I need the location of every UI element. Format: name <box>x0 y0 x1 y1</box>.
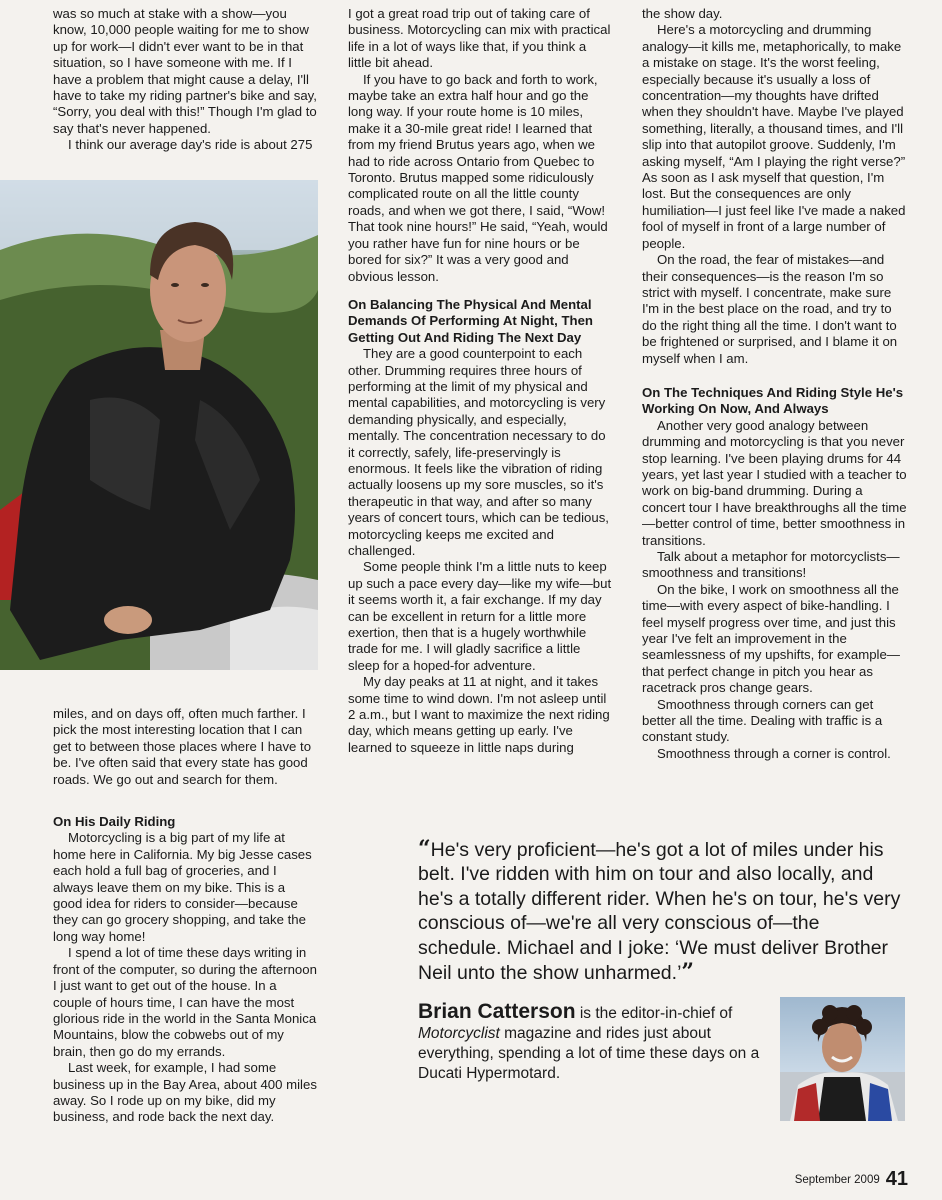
paragraph: My day peaks at 11 at night, and it takes some time to wind down. I'm not asleep until 2 a.m., but I want to maximize the next riding day, which means getting up early. I've learned to squeeze in little naps during <box>348 674 610 755</box>
paragraph: the show day. <box>642 6 723 21</box>
bio-text: is the editor-in-chief of <box>575 1005 733 1022</box>
rider-photo <box>0 180 318 670</box>
paragraph: They are a good counterpoint to each other. Drumming requires three hours of performing at the limit of my physical and mental capabilities, and motorcycling is very demanding physically, and especially, mentally. The concentration necessary to do it correctly, safely, life-preservingly is enormous. It feels like the vibration of riding actually loosens up my sore muscles, so it's therapeutic in that way, and after so many years of concert tours, which can be tedious, motorcycling keeps me excited and challenged. <box>348 346 609 558</box>
section-heading: On Balancing The Physical And Mental Demands Of Performing At Night, Then Getting Out And Riding The Next Day <box>348 296 593 345</box>
column-1-top <box>53 6 318 154</box>
paragraph: Another very good analogy between drumming and motorcycling is that you never stop learning. I've been playing drums for 44 years, yet last year I studied with a teacher to work on big-band drumming. During a concert tour I have breakthroughs all the time—better control of time, better smoothness in transitions. <box>642 417 907 548</box>
magazine-name: Motorcyclist <box>418 1025 500 1042</box>
author-portrait-illustration <box>780 997 905 1121</box>
paragraph: If you have to go back and forth to work, maybe take an extra half hour and go the long way. If your route home is 10 miles, make it a 30-mile great ride! I learned that from my friend Brutus years ago, when we had to ride across Ontario from Quebec to Toronto. Brutus mapped some ridiculously complicated route on all the little county roads, and when we got there, I said, “Wow! That took nine hours!” He said, “Yeah, would you rather have fun for nine hours or be bored for six?” It was a very good and obvious lesson. <box>348 71 608 284</box>
paragraph: On the road, the fear of mistakes—and their consequences—is the reason I'm so strict with myself. I concentrate, make sure I'm in the best place on the road, and try to do the right thing all the time. I don't want to be frightened or surprised, and I blame it on myself when I am. <box>642 252 898 366</box>
column-3 <box>642 6 907 762</box>
close-quote-mark: ” <box>681 959 695 986</box>
bio-text: magazine and rides just about everything, spending a lot of time these days on a Ducati Hypermotard. <box>418 1025 760 1082</box>
paragraph: Smoothness through a corner is control. <box>657 745 891 761</box>
page-number: 41 <box>885 1168 908 1190</box>
paragraph: On the bike, I work on smoothness all the time—with every aspect of bike-handling. I feel myself progress over time, and just this year I've felt an improvement in the seamlessness of my upshifts, for example—that perfect change in pitch you hear as racetrack pros change gears. <box>642 581 900 696</box>
paragraph: was so much at stake with a show—you know, 10,000 people waiting for me to show up for work—I didn't ever want to be in that situation, so I have someone with me. If I have a problem that might cause a delay, I'll have to take my riding partner's bike and say, “Sorry, you deal with this!” Though I'm glad to say that's never happened. <box>53 6 317 136</box>
section-heading: On His Daily Riding <box>53 814 176 830</box>
pull-quote <box>418 837 908 985</box>
issue-date: September 2009 <box>794 1173 880 1186</box>
paragraph: Talk about a metaphor for motorcyclists—smoothness and transitions! <box>642 549 900 581</box>
paragraph: miles, and on days off, often much farther. I pick the most interesting location that I can get to between those places where I have to be. I've often said that every state has good roads. We go out and search for them. <box>53 706 312 787</box>
paragraph: I got a great road trip out of taking care of business. Motorcycling can mix with practical life in a lot of ways like that, if you think a little bit ahead. <box>348 6 611 71</box>
paragraph: I think our average day's ride is about 275 <box>68 137 313 153</box>
paragraph: Smoothness through corners can get better all the time. Dealing with traffic is a constant study. <box>642 696 883 745</box>
paragraph: Here's a motorcycling and drumming analogy—it kills me, metaphorically, to make a mistake on stage. It's the worst feeling, especially because it's usually a loss of concentration—my thoughts have drifted when they shouldn't have. Maybe I've played something, literally, a thousand times, and I'll slip into that autopilot groove. Suddenly, I'm asking myself, “Am I playing the right verse?” As soon as I ask myself that question, I'm lost. But the consequences are only humiliation—I just feel like I've made a naked fool of myself in front of a large number of people. <box>642 22 906 251</box>
rider-illustration <box>0 180 318 670</box>
section-heading: On The Techniques And Riding Style He's Working On Now, And Always <box>642 384 904 417</box>
paragraph: Last week, for example, I had some business up in the Bay Area, about 400 miles away. So I rode up on my bike, did my business, and rode back the next day. <box>53 1060 317 1125</box>
page-footer <box>795 1168 908 1191</box>
paragraph: I spend a lot of time these days writing in front of the computer, so during the afternoon I just want to get out of the house. In a couple of hours time, I can have the most glorious ride in the world in the Santa Monica Mountains, blow the cobwebs out of my brain, then go do my errands. <box>53 945 317 1059</box>
paragraph: Motorcycling is a big part of my life at home here in California. My big Jesse cases each hold a full bag of groceries, and I always leave them on my bike. This is a good idea for riders to consider—because they can go grocery shopping, and take the long way home! <box>53 830 312 944</box>
column-1-bottom <box>53 706 318 1126</box>
pull-quote-text: He's very proficient—he's got a lot of miles under his belt. I've ridden with him on tour and also locally, and he's a totally different rider. When he's on tour, he's very conscious of—we're all very conscious of—the schedule. Michael and I joke: ‘We must deliver Brother Neil unto the show unharmed.’ <box>418 839 901 985</box>
paragraph: Some people think I'm a little nuts to keep up such a pace every day—like my wife—but it seems worth it, a fair exchange. If my day can be excellent in return for a little more exertion, then that is a hugely worthwhile trade for me. I will gladly sacrifice a little sleep for a hoped-for adventure. <box>348 559 612 673</box>
column-2 <box>348 6 613 756</box>
author-photo <box>780 997 905 1121</box>
author-name: Brian Catterson <box>418 1000 576 1023</box>
open-quote-mark: “ <box>418 836 431 862</box>
author-bio <box>418 1002 768 1084</box>
